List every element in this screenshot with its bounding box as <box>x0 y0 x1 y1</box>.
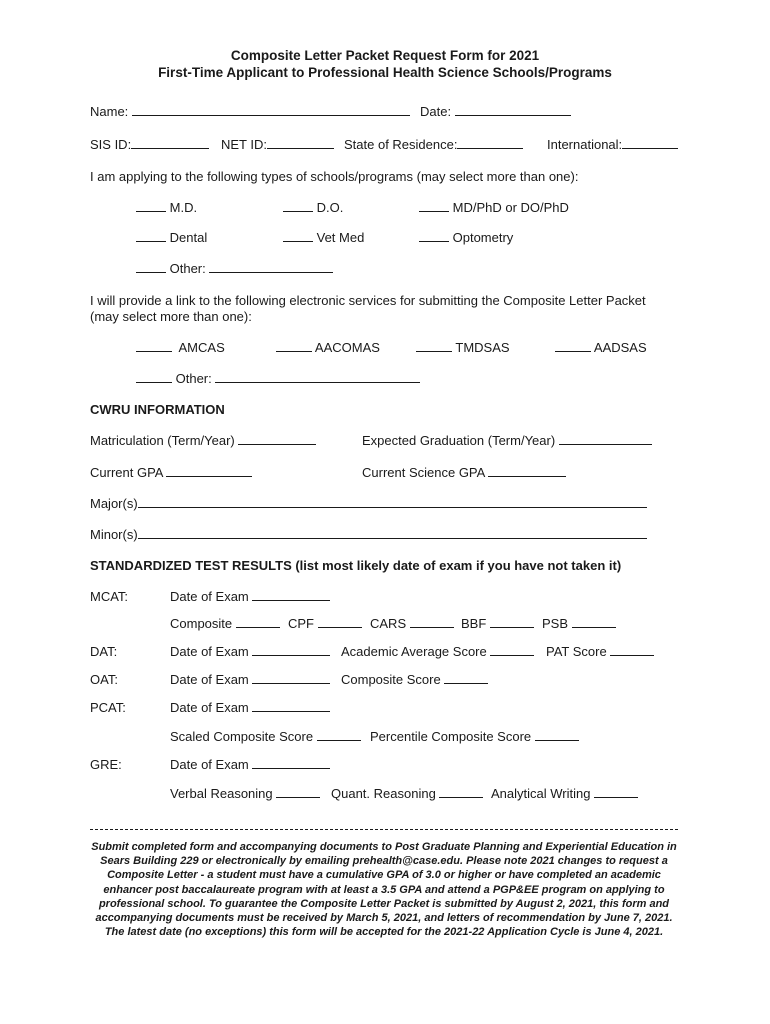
minor-field[interactable] <box>90 527 647 542</box>
verbal-reasoning-blank[interactable] <box>276 786 320 798</box>
gpa-field[interactable] <box>90 465 252 480</box>
services-intro-line2: (may select more than one): <box>90 309 252 324</box>
service-other-label: Other: <box>175 371 212 386</box>
oat-date-label: Date of Exam <box>170 672 249 687</box>
dat-date-label: Date of Exam <box>170 644 249 659</box>
minor-label: Minor(s) <box>90 527 138 542</box>
major-blank[interactable] <box>138 496 647 508</box>
cars-field[interactable] <box>370 616 454 631</box>
form-title: Composite Letter Packet Request Form for 2021 <box>230 48 540 63</box>
academic-average-blank[interactable] <box>490 644 534 656</box>
international-label: International: <box>547 137 623 152</box>
schools-intro: I am applying to the following types of schools/programs (may select more than one): <box>90 169 579 184</box>
pcat-date-label: Date of Exam <box>170 700 249 715</box>
sis-id-field[interactable] <box>90 137 209 152</box>
amcas-blank[interactable] <box>136 340 172 352</box>
gre-date-label: Date of Exam <box>170 757 249 772</box>
date-blank[interactable] <box>455 104 571 116</box>
pcat-date-field[interactable] <box>170 700 330 715</box>
sis-id-blank[interactable] <box>131 137 209 149</box>
oat-label: OAT: <box>90 672 118 687</box>
major-field[interactable] <box>90 496 647 511</box>
international-blank[interactable] <box>622 137 678 149</box>
percentile-composite-field[interactable] <box>370 729 579 744</box>
dat-date-field[interactable] <box>170 644 330 659</box>
school-other-option[interactable] <box>136 261 333 276</box>
psb-field[interactable] <box>542 616 616 631</box>
mcat-composite-blank[interactable] <box>236 616 280 628</box>
science-gpa-blank[interactable] <box>488 465 566 477</box>
school-other-check-blank[interactable] <box>136 261 166 273</box>
optometry-label: Optometry <box>452 230 514 245</box>
mcat-date-label: Date of Exam <box>170 589 249 604</box>
state-label: State of Residence: <box>344 137 458 152</box>
oat-composite-blank[interactable] <box>444 672 488 684</box>
aacomas-option[interactable] <box>276 340 380 355</box>
gpa-blank[interactable] <box>166 465 252 477</box>
dashed-divider <box>90 829 678 830</box>
do-option[interactable] <box>283 200 343 215</box>
matriculation-blank[interactable] <box>238 433 316 445</box>
analytical-writing-field[interactable] <box>491 786 638 801</box>
analytical-writing-blank[interactable] <box>594 786 638 798</box>
verbal-reasoning-field[interactable] <box>170 786 320 801</box>
scaled-composite-label: Scaled Composite Score <box>170 729 314 744</box>
cpf-label: CPF <box>288 616 314 631</box>
percentile-composite-blank[interactable] <box>535 729 579 741</box>
mcat-composite-label: Composite <box>170 616 233 631</box>
bbf-label: BBF <box>461 616 487 631</box>
do-label: D.O. <box>316 200 344 215</box>
tests-heading: STANDARDIZED TEST RESULTS (list most likely date of exam if you have not taken it) <box>90 558 622 573</box>
cars-blank[interactable] <box>410 616 454 628</box>
school-other-blank[interactable] <box>209 261 333 273</box>
service-other-check-blank[interactable] <box>136 371 172 383</box>
gre-label: GRE: <box>90 757 122 772</box>
service-other-blank[interactable] <box>215 371 420 383</box>
international-field[interactable] <box>547 137 678 152</box>
state-field[interactable] <box>344 137 523 152</box>
quant-reasoning-blank[interactable] <box>439 786 483 798</box>
graduation-field[interactable] <box>362 433 652 448</box>
graduation-blank[interactable] <box>559 433 652 445</box>
psb-label: PSB <box>542 616 569 631</box>
mcat-date-field[interactable] <box>170 589 330 604</box>
mdphd-blank[interactable] <box>419 200 449 212</box>
cpf-field[interactable] <box>288 616 362 631</box>
cwru-heading: CWRU INFORMATION <box>90 402 225 417</box>
analytical-writing-label: Analytical Writing <box>491 786 591 801</box>
aadsas-label: AADSAS <box>593 340 647 355</box>
date-field[interactable] <box>420 104 571 119</box>
science-gpa-label: Current Science GPA <box>362 465 485 480</box>
aacomas-label: AACOMAS <box>314 340 380 355</box>
oat-composite-field[interactable] <box>341 672 488 687</box>
service-other-option[interactable] <box>136 371 420 386</box>
school-other-label: Other: <box>169 261 206 276</box>
academic-average-label: Academic Average Score <box>341 644 487 659</box>
net-id-label: NET ID: <box>221 137 267 152</box>
pcat-date-blank[interactable] <box>252 700 330 712</box>
tmdsas-label: TMDSAS <box>455 340 510 355</box>
md-blank[interactable] <box>136 200 166 212</box>
amcas-option[interactable] <box>136 340 225 355</box>
percentile-composite-label: Percentile Composite Score <box>370 729 532 744</box>
dental-label: Dental <box>169 230 208 245</box>
matriculation-label: Matriculation (Term/Year) <box>90 433 235 448</box>
aadsas-option[interactable] <box>555 340 647 355</box>
form-subtitle: First-Time Applicant to Professional Health Science Schools/Programs <box>158 65 612 80</box>
oat-date-field[interactable] <box>170 672 330 687</box>
mcat-date-blank[interactable] <box>252 589 330 601</box>
vetmed-option[interactable] <box>283 230 364 245</box>
optometry-option[interactable] <box>419 230 513 245</box>
sis-id-label: SIS ID: <box>90 137 132 152</box>
vetmed-label: Vet Med <box>316 230 365 245</box>
name-label: Name: <box>90 104 129 119</box>
cars-label: CARS <box>370 616 407 631</box>
bbf-blank[interactable] <box>490 616 534 628</box>
amcas-label: AMCAS <box>178 340 225 355</box>
services-intro-line1: I will provide a link to the following electronic services for submitting the Composite Letter Packet <box>90 293 646 308</box>
vetmed-blank[interactable] <box>283 230 313 242</box>
dat-date-blank[interactable] <box>252 644 330 656</box>
md-label: M.D. <box>169 200 198 215</box>
bbf-field[interactable] <box>461 616 534 631</box>
aacomas-blank[interactable] <box>276 340 312 352</box>
dental-option[interactable] <box>136 230 207 245</box>
graduation-label: Expected Graduation (Term/Year) <box>362 433 556 448</box>
psb-blank[interactable] <box>572 616 616 628</box>
verbal-reasoning-label: Verbal Reasoning <box>170 786 273 801</box>
matriculation-field[interactable] <box>90 433 316 448</box>
md-option[interactable] <box>136 200 197 215</box>
do-blank[interactable] <box>283 200 313 212</box>
minor-blank[interactable] <box>138 527 647 539</box>
dat-label: DAT: <box>90 644 118 659</box>
mdphd-label: MD/PhD or DO/PhD <box>452 200 569 215</box>
cpf-blank[interactable] <box>318 616 362 628</box>
gre-date-blank[interactable] <box>252 757 330 769</box>
pat-score-label: PAT Score <box>546 644 607 659</box>
pat-score-field[interactable] <box>546 644 654 659</box>
gre-date-field[interactable] <box>170 757 330 772</box>
tmdsas-option[interactable] <box>416 340 510 355</box>
oat-composite-label: Composite Score <box>341 672 441 687</box>
name-blank[interactable] <box>132 104 410 116</box>
mcat-label: MCAT: <box>90 589 129 604</box>
scaled-composite-blank[interactable] <box>317 729 361 741</box>
major-label: Major(s) <box>90 496 138 511</box>
quant-reasoning-label: Quant. Reasoning <box>331 786 436 801</box>
net-id-field[interactable] <box>221 137 334 152</box>
state-blank[interactable] <box>457 137 523 149</box>
academic-average-field[interactable] <box>341 644 534 659</box>
submission-instructions: Submit completed form and accompanying documents to Post Graduate Planning and Experiential Education in Sears Building 229 or electronically by emailing prehealth@case.edu. Please note 2021 changes to request a Composite Letter - a student must have a cumulative GPA of 3.0 or higher or have completed an academic enhancer post baccalaureate program with at least a 3.5 GPA and attend a PGP&EE program on applying to professional school. To guarantee the Composite Letter Packet is submitted by August 2, 2021, this form and accompanying documents must be received by March 5, 2021, and letters of recommendation by June 7, 2021. The latest date (no exceptions) this form will be accepted for the 2021-22 Application Cycle is June 4, 2021. <box>91 841 677 939</box>
scaled-composite-field[interactable] <box>170 729 361 744</box>
optometry-blank[interactable] <box>419 230 449 242</box>
dental-blank[interactable] <box>136 230 166 242</box>
pcat-label: PCAT: <box>90 700 126 715</box>
mdphd-option[interactable] <box>419 200 569 215</box>
pat-score-blank[interactable] <box>610 644 654 656</box>
name-field[interactable] <box>90 104 410 119</box>
tmdsas-blank[interactable] <box>416 340 452 352</box>
quant-reasoning-field[interactable] <box>331 786 483 801</box>
oat-date-blank[interactable] <box>252 672 330 684</box>
date-label: Date: <box>420 104 452 119</box>
gpa-label: Current GPA <box>90 465 163 480</box>
mcat-composite-field[interactable] <box>170 616 280 631</box>
net-id-blank[interactable] <box>267 137 334 149</box>
aadsas-blank[interactable] <box>555 340 591 352</box>
science-gpa-field[interactable] <box>362 465 566 480</box>
